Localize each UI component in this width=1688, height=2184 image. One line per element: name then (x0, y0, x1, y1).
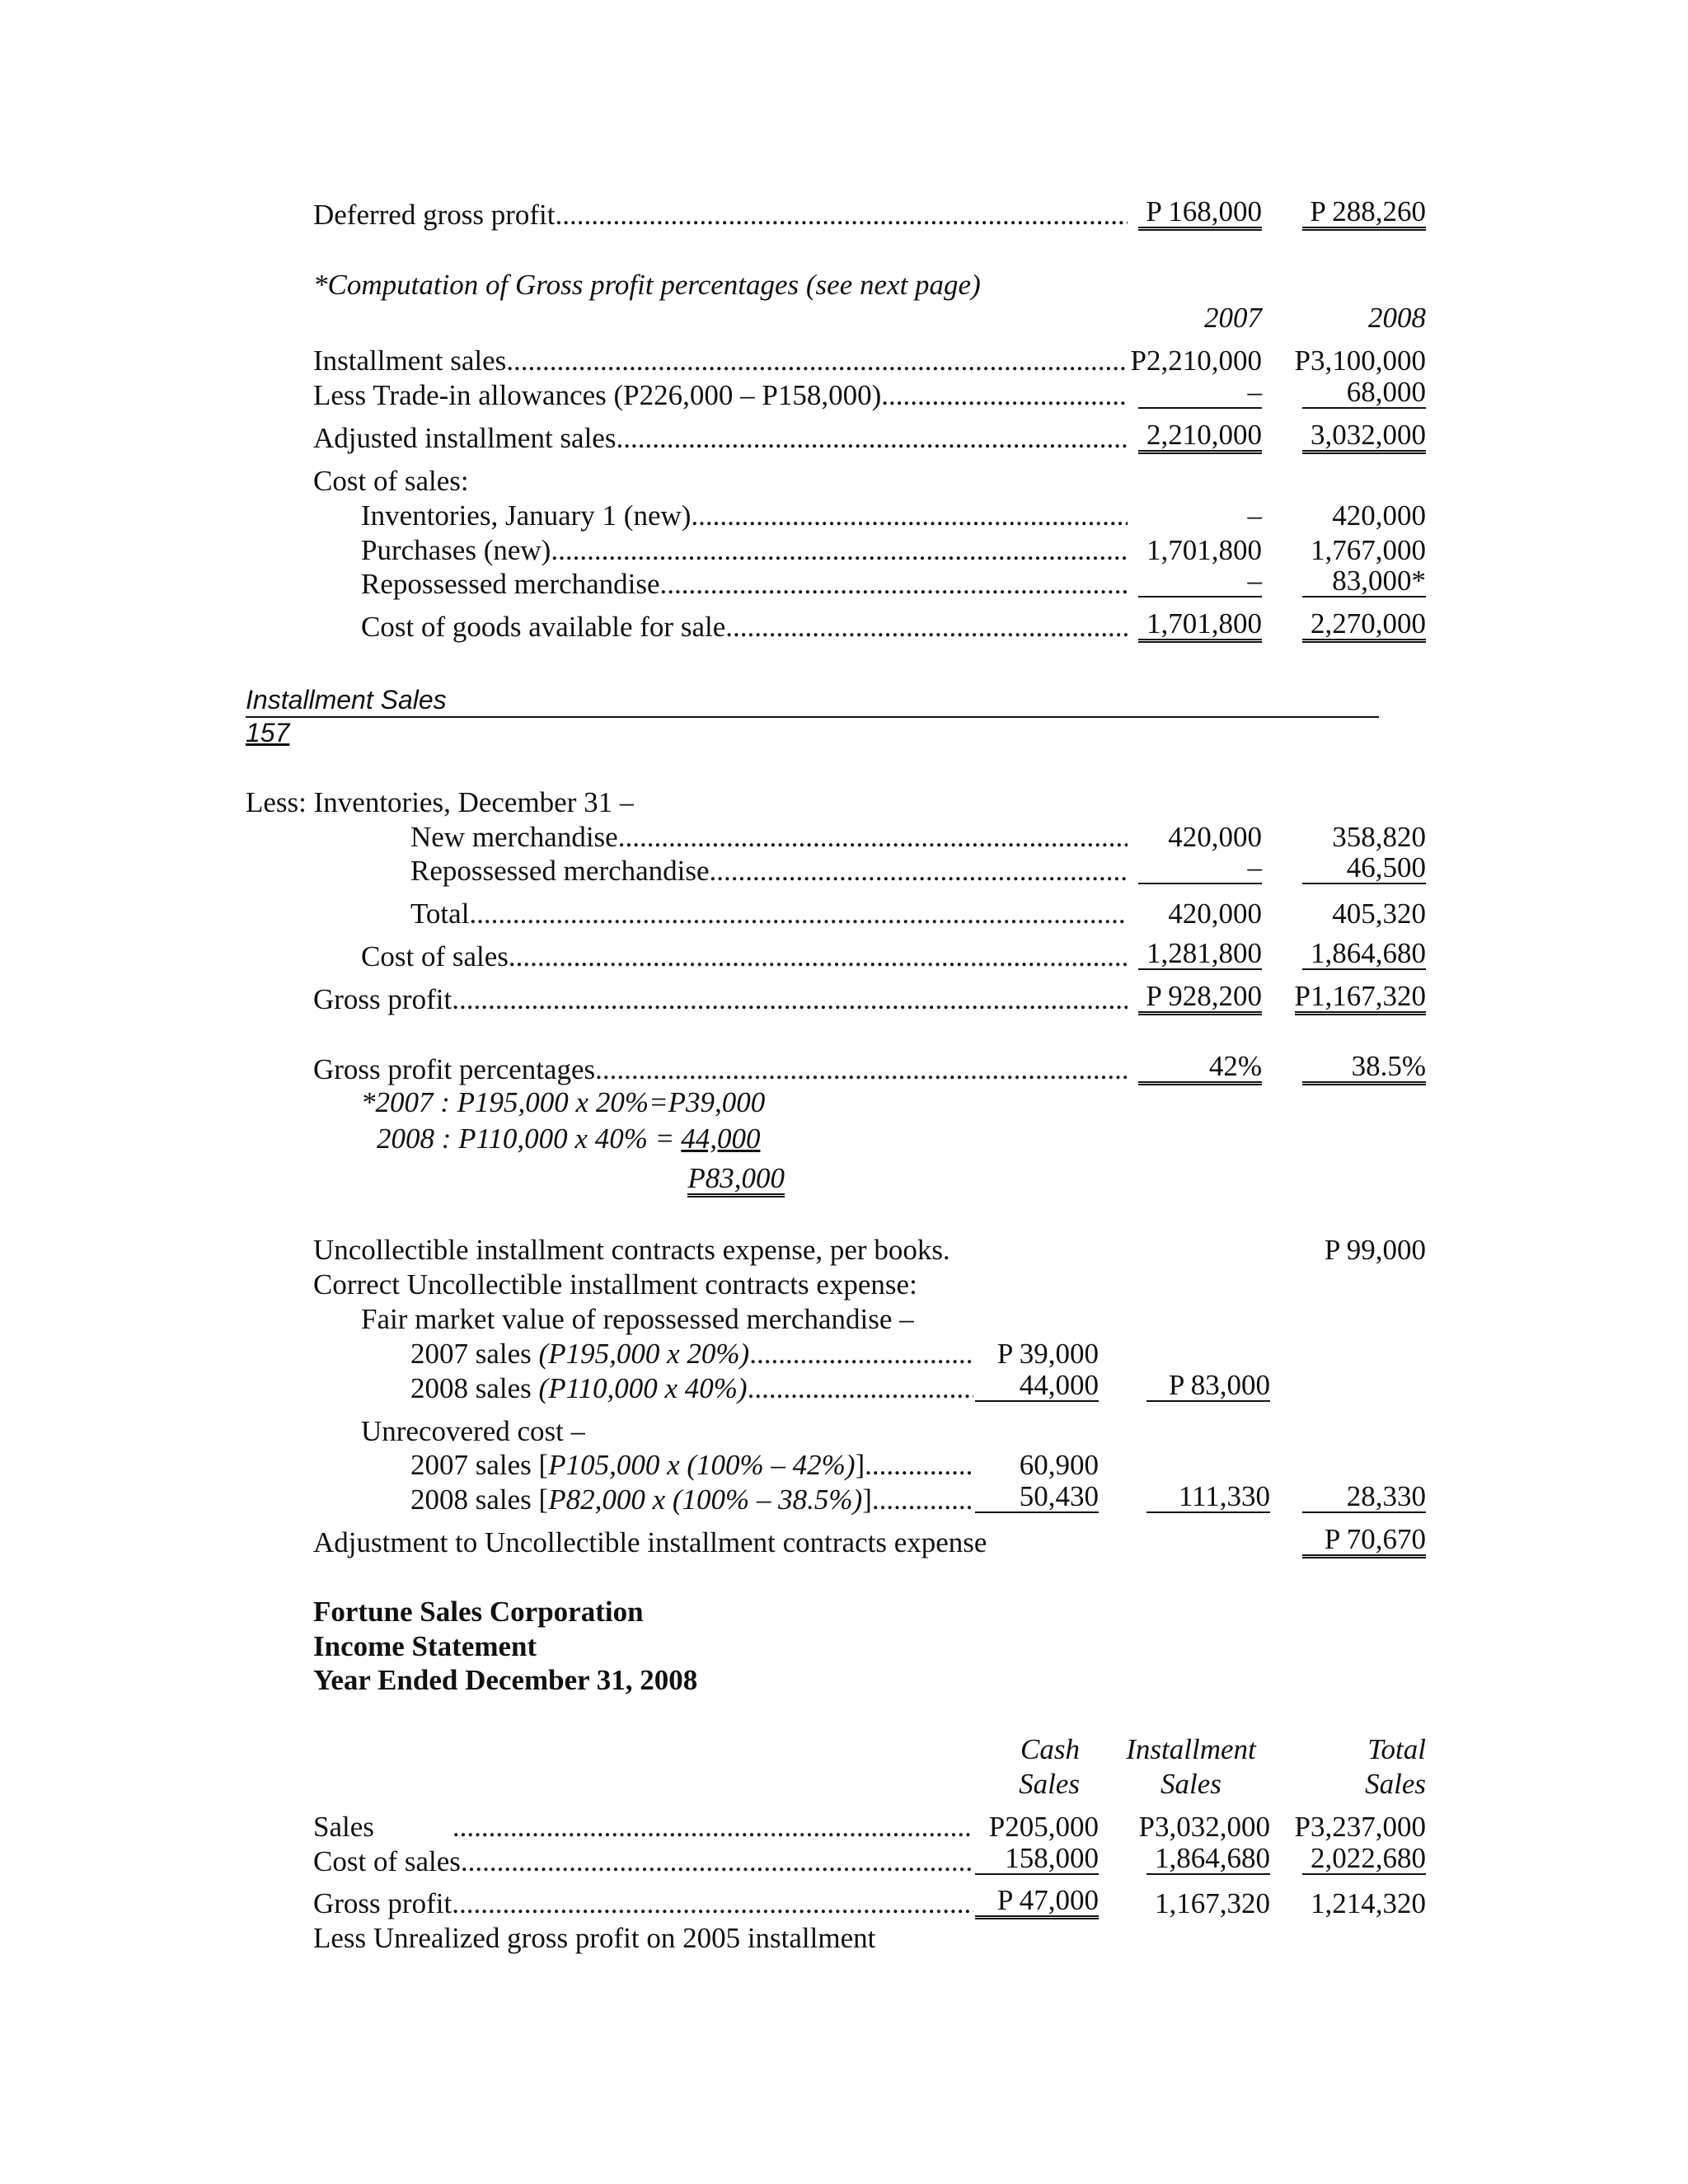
label-text: 2008 sales (410, 1371, 539, 1404)
year-2007-header: 2007 (1204, 302, 1262, 335)
row-label (313, 463, 469, 499)
installment-sales-header: Installment (1126, 1733, 1256, 1766)
computation-row (0, 1052, 1688, 1088)
computation-row (0, 979, 1688, 1018)
row-label (313, 1662, 697, 1699)
row-label (410, 1482, 973, 1518)
computation-row (0, 896, 1688, 932)
total-sales-header: Sales (1365, 1767, 1426, 1800)
value-2007: – (1138, 377, 1262, 409)
row-label (410, 853, 1128, 889)
value-col1: P 39,000 (996, 1337, 1099, 1370)
uncollectible-row (0, 1413, 1688, 1450)
header-rule (246, 716, 1379, 718)
uncollectible-row (0, 1482, 1688, 1518)
value-2007: 42% (1138, 1052, 1262, 1085)
income-row (0, 1920, 1688, 1957)
value-2007: 2,210,000 (1138, 420, 1262, 454)
row-label (410, 896, 1128, 932)
label-end: ] (862, 1483, 872, 1516)
value-2007: 1,701,800 (1146, 533, 1262, 566)
value-2008: 38.5% (1302, 1052, 1426, 1085)
footnote-total-value: P83,000 (687, 1164, 785, 1197)
footnote-total (0, 1161, 1688, 1200)
value-col2: P 83,000 (1146, 1371, 1270, 1402)
computation-note (0, 267, 1688, 303)
label-text: Cost of sales (313, 1844, 461, 1877)
row-label (313, 1629, 537, 1665)
label-text: Installment sales (313, 344, 507, 377)
footnote-text: 2008 : P110,000 x 40% = (377, 1122, 675, 1155)
cash-value: P 47,000 (975, 1886, 1099, 1919)
statement-title (0, 1629, 1688, 1665)
footnote-2007 (0, 1085, 1688, 1121)
footnote-2008 (0, 1121, 1688, 1157)
footnote-value: 44,000 (681, 1122, 761, 1155)
value-2007: P2,210,000 (1130, 344, 1262, 377)
uncollectible-row (0, 1368, 1688, 1407)
value-2007: 1,701,800 (1138, 609, 1262, 643)
value-col2: 111,330 (1146, 1482, 1270, 1513)
label-text: Gross profit (313, 982, 452, 1015)
label-end: ] (855, 1449, 865, 1482)
computation-row (0, 420, 1688, 457)
year-2008-header: 2008 (1368, 302, 1426, 335)
row-label (361, 498, 1128, 534)
row-label (246, 785, 634, 821)
computation-row (0, 785, 1688, 821)
row-label (313, 1267, 917, 1303)
computation-row (0, 377, 1688, 414)
uncollectible-row (0, 1447, 1688, 1483)
label-text: Gross profit percentages (313, 1053, 596, 1086)
label-text: Cost of sales: (313, 464, 469, 497)
column-header-row (0, 1766, 1688, 1802)
computation-row (0, 609, 1688, 645)
label-text: Adjusted installment sales (313, 422, 617, 454)
value-2007: 420,000 (1168, 898, 1262, 930)
value-2007: P 168,000 (1138, 197, 1262, 231)
income-row (0, 1809, 1688, 1845)
label-italic: P82,000 x (100% – 38.5%) (548, 1483, 863, 1516)
installment-value: 1,864,680 (1146, 1844, 1270, 1875)
label-text: Purchases (new) (361, 533, 551, 566)
value-2007: P 928,200 (1138, 982, 1262, 1015)
row-label (313, 1232, 950, 1268)
company-name: Fortune Sales Corporation (313, 1595, 644, 1628)
label-italic: (P110,000 x 40%) (538, 1371, 748, 1404)
company-name (0, 1594, 1688, 1630)
year-headers (0, 300, 1688, 336)
total-value: P3,237,000 (1294, 1810, 1426, 1843)
row-label (361, 1413, 585, 1450)
label-text: Correct Uncollectible installment contracts expense: (313, 1268, 917, 1301)
value-2007: – (1138, 853, 1262, 884)
total-value: 1,214,320 (1311, 1887, 1426, 1920)
label-text: 2007 sales [ (410, 1449, 549, 1482)
label-text: Repossessed merchandise (361, 568, 660, 601)
label-text: Cost of goods available for sale (361, 611, 726, 644)
label-text: 2008 sales [ (410, 1483, 549, 1516)
deferred-gross-profit-row (0, 194, 1688, 233)
income-row (0, 1841, 1688, 1880)
page-number: 157 (246, 718, 290, 748)
label-text: Cost of sales (361, 940, 509, 973)
row-label (361, 939, 1128, 975)
value-2008: 420,000 (1332, 499, 1426, 532)
row-label (313, 343, 1128, 379)
label-text: New merchandise (410, 820, 618, 853)
row-label (361, 1085, 765, 1121)
value-2007: 420,000 (1168, 820, 1262, 853)
label-text: Gross profit (313, 1887, 452, 1920)
uncollectible-row (0, 1301, 1688, 1338)
row-label (410, 1371, 973, 1407)
label-text: Deferred gross profit (313, 198, 556, 231)
installment-sales-header: Sales (1160, 1767, 1221, 1800)
row-label (313, 377, 1128, 414)
value-2008: 3,032,000 (1302, 420, 1426, 454)
row-label (361, 532, 1128, 569)
cash-value: 158,000 (975, 1844, 1099, 1875)
value-col1: 44,000 (975, 1371, 1099, 1402)
row-label (313, 197, 1128, 233)
total-value: 2,022,680 (1302, 1844, 1426, 1875)
row-label (410, 819, 1128, 855)
value-2008: 1,864,680 (1302, 939, 1426, 970)
statement-period (0, 1662, 1688, 1699)
uncollectible-row (0, 1267, 1688, 1303)
value-2007: – (1247, 499, 1262, 532)
value-2008: P1,167,320 (1295, 982, 1426, 1015)
value-2007: – (1138, 566, 1262, 598)
cash-sales-header: Sales (1019, 1767, 1080, 1800)
total-sales-header: Total (1367, 1733, 1426, 1766)
row-label (361, 609, 1128, 645)
income-row (0, 1886, 1688, 1922)
computation-row (0, 819, 1688, 855)
statement-period: Year Ended December 31, 2008 (313, 1664, 698, 1697)
label-text: Unrecovered cost – (361, 1414, 586, 1447)
label-text: Less Unrealized gross profit on 2005 installment (313, 1922, 876, 1955)
label-text: Less Trade-in allowances (P226,000 – P158,000) (313, 379, 882, 412)
label-text: Adjustment to Uncollectible installment contracts expense (313, 1526, 987, 1559)
value-col3: 28,330 (1302, 1482, 1426, 1513)
installment-value: P3,032,000 (1138, 1810, 1270, 1843)
uncollectible-row (0, 1336, 1688, 1372)
computation-row (0, 463, 1688, 499)
row-label (313, 1525, 987, 1561)
computation-row (0, 566, 1688, 602)
installment-value: 1,167,320 (1155, 1887, 1270, 1920)
label-text: Inventories, January 1 (new) (361, 499, 692, 532)
uncollectible-row (0, 1525, 1688, 1561)
value-2008: 358,820 (1332, 820, 1426, 853)
computation-row (0, 498, 1688, 534)
row-label (377, 1121, 761, 1157)
row-label (313, 1052, 1128, 1088)
value-col1: 50,430 (975, 1482, 1099, 1513)
row-label (313, 1809, 973, 1845)
row-label (313, 1886, 973, 1922)
label-text: Uncollectible installment contracts expense, per books. (313, 1234, 950, 1267)
cash-sales-header: Cash (1020, 1733, 1080, 1766)
row-label (313, 982, 1128, 1018)
label-text: Fair market value of repossessed merchandise – (361, 1303, 914, 1336)
value-col3: P 70,670 (1302, 1525, 1426, 1558)
value-2008: 2,270,000 (1302, 609, 1426, 643)
computation-row (0, 939, 1688, 975)
value-col3: P 99,000 (1324, 1234, 1426, 1267)
computation-row (0, 343, 1688, 379)
row-label (313, 1920, 875, 1957)
value-2008: 46,500 (1302, 853, 1426, 884)
row-label (313, 267, 981, 303)
row-label (410, 1447, 973, 1483)
computation-row (0, 532, 1688, 569)
value-2008: 83,000* (1302, 566, 1426, 598)
value-col1: 60,900 (1019, 1449, 1099, 1482)
label-italic: (P195,000 x 20%) (538, 1337, 750, 1370)
uncollectible-row (0, 1232, 1688, 1268)
label-text: Sales (313, 1810, 374, 1843)
label-italic: P105,000 x (100% – 42%) (548, 1449, 856, 1482)
row-label (361, 1301, 914, 1338)
value-2008: 1,767,000 (1311, 533, 1426, 566)
value-2007: 1,281,800 (1138, 939, 1262, 970)
label-text: 2007 sales (410, 1337, 539, 1370)
label-text: Less: Inventories, December 31 – (246, 785, 635, 818)
value-2008: P3,100,000 (1294, 344, 1426, 377)
column-header-row (0, 1732, 1688, 1768)
note-text: *Computation of Gross profit percentages (see next page) (313, 269, 981, 302)
row-label (410, 1336, 973, 1372)
footnote-text: *2007 : P195,000 x 20%=P39,000 (361, 1086, 766, 1119)
computation-row (0, 853, 1688, 889)
value-2008: P 288,260 (1302, 197, 1426, 231)
value-2008: 405,320 (1332, 898, 1426, 930)
row-label (361, 566, 1128, 602)
cash-value: P205,000 (988, 1810, 1099, 1843)
row-label (313, 1844, 973, 1880)
value-2008: 68,000 (1302, 377, 1426, 409)
row-label (313, 420, 1128, 457)
running-header-title: Installment Sales (246, 685, 447, 715)
label-text: Repossessed merchandise (410, 855, 710, 888)
label-text: Total (410, 898, 470, 930)
statement-title: Income Statement (313, 1629, 537, 1662)
row-label (313, 1594, 644, 1630)
